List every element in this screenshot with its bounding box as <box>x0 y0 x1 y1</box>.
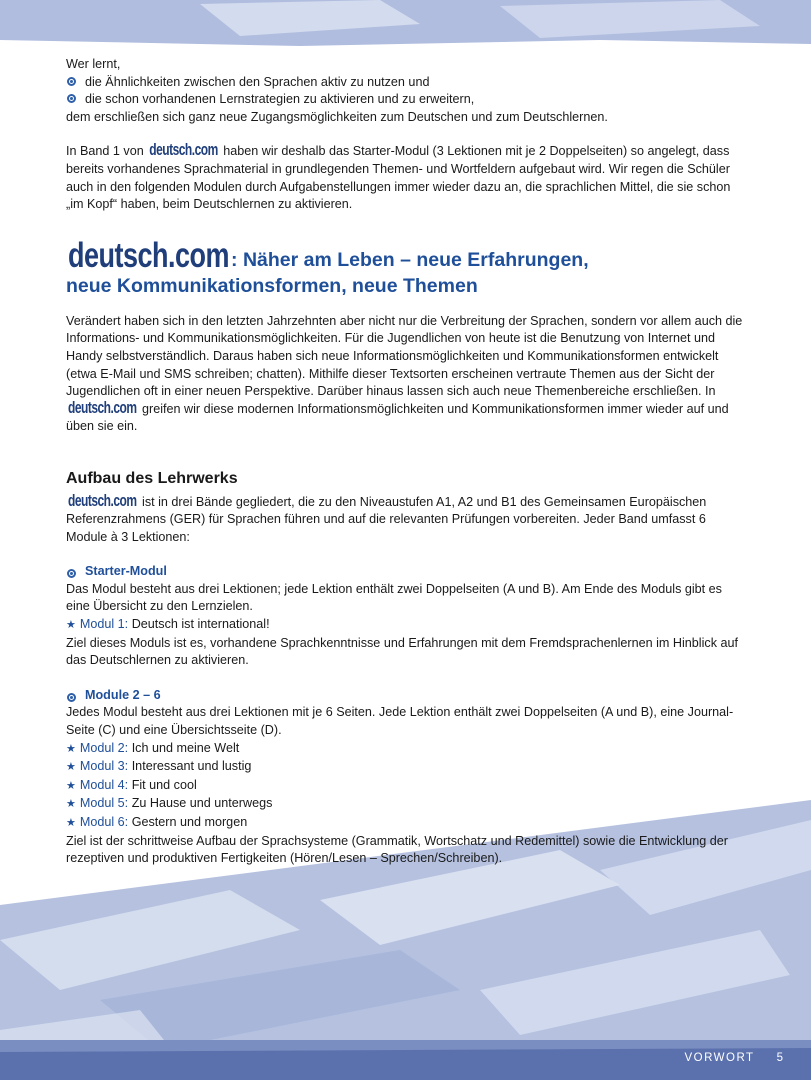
page-footer <box>0 1040 811 1080</box>
star-icon: ★ <box>66 798 76 811</box>
star-icon: ★ <box>66 761 76 774</box>
module-2-6-section <box>66 687 746 868</box>
modul-item: ★ Modul 5: Zu Hause und unterwegs <box>66 796 273 811</box>
modul-item: ★ Modul 3: Interessant und lustig <box>66 759 252 774</box>
section-heading-leben: deutsch.com : Näher am Leben – neue Erfahrungen, neue Kommunikationsformen, neue Themen <box>66 235 589 297</box>
page-number: 5 <box>776 1052 783 1064</box>
deutsch-com-logo: deutsch.com <box>68 490 137 510</box>
star-icon: ★ <box>66 619 76 632</box>
star-icon: ★ <box>66 742 76 755</box>
modul-item: ★ Modul 2: Ich und meine Welt <box>66 740 240 755</box>
modul-item: ★ Modul 6: Gestern und morgen <box>66 815 248 829</box>
page-content <box>66 56 746 868</box>
heading-aufbau: Aufbau des Lehrwerks <box>66 469 238 487</box>
intro-bullet: die Ähnlichkeiten zwischen den Sprachen aktiv zu nutzen und <box>66 74 746 92</box>
module-2-6-title: Module 2 – 6 <box>66 687 746 705</box>
band-paragraph: In Band 1 von deutsch.com haben wir deshalb das Starter-Modul (3 Lektionen mit je 2 Doppelseiten) so angelegt, dass bereits vorhandenes Sprachmaterial in grundlegenden Themen- und Wortfeldern aufgebaut wird. Wir regen die Schüler auch in den folgenden Modulen durch Aufgabenstellungen immer wieder dazu an, die sprachlichen Mittel, die sie schon „im Kopf“ haben, beim Deutschlernen zu aktivieren. <box>66 140 731 212</box>
module-2-6-ziel: Ziel ist der schrittweise Aufbau der Sprachsysteme (Grammatik, Wortschatz und Redemittel) sowie die Entwicklung der rezeptiven und produktiven Fertigkeiten (Hören/Lesen – Sprechen/Schreiben). <box>66 833 728 866</box>
leben-paragraph: Verändert haben sich in den letzten Jahrzehnten aber nicht nur die Verbreitung der Sprachen, sondern vor allem auch die Informations- und Kommunikationsmöglichkeiten. Für die Jugendlichen von heute ist die Benutzung von Internet und Handy selbstverständlich. Daraus haben sich neue Informationsmöglichkeiten und Kommunikationsformen entwickelt (etwa E-Mail und SMS schreiben; chatten). Mithilfe dieser Textsorten erscheinen vertraute Themen aus der Sicht der Jugendlichen oft in einer neuen Perspektive. Darüber hinaus lassen sich auch neue Themenbereiche erschließen. In deutsch.com greifen wir diese modernen Informationsmöglichkeiten und Kommunikationsformen immer wieder auf und üben sie ein. <box>66 313 743 434</box>
starter-section <box>66 563 746 670</box>
starter-title: Starter-Modul <box>66 563 746 581</box>
circle-bullet-icon <box>67 94 76 103</box>
intro-bullet: die schon vorhandenen Lernstrategien zu aktivieren und zu erweitern, <box>66 91 746 109</box>
modul-item: ★ Modul 1: Deutsch ist international! <box>66 617 270 632</box>
starter-text: Das Modul besteht aus drei Lektionen; jede Lektion enthält zwei Doppelseiten (A und B). Am Ende des Moduls gibt es eine Übersicht zu den Lernzielen. <box>66 581 722 614</box>
intro-line: Wer lernt, <box>66 57 121 71</box>
circle-bullet-icon <box>67 569 76 578</box>
star-icon: ★ <box>66 817 76 829</box>
circle-bullet-icon <box>67 77 76 86</box>
deutsch-com-logo: deutsch.com <box>149 140 218 160</box>
aufbau-paragraph: deutsch.com ist in drei Bände gegliedert, die zu den Niveaustufen A1, A2 und B1 des Gemeinsamen Europäischen Referenzrahmens (GER) für Sprachen führen und auf die relevanten Prüfungen vorbereiten. Jeder Band umfasst 6 Module à 3 Lektionen: <box>66 490 707 544</box>
circle-bullet-icon <box>67 693 76 702</box>
star-icon: ★ <box>66 779 76 792</box>
intro-conclusion: dem erschließen sich ganz neue Zugangsmöglichkeiten zum Deutschen und zum Deutschlernen. <box>66 109 608 124</box>
deutsch-com-logo: deutsch.com <box>68 235 230 275</box>
modul-item: ★ Modul 4: Fit und cool <box>66 777 197 792</box>
module-2-6-text: Jedes Modul besteht aus drei Lektionen mit je 6 Seiten. Jede Lektion enthält zwei Doppelseiten (A und B), eine Journal-Seite (C) und eine Übersichtsseite (D). <box>66 705 734 738</box>
footer-section-label: VORWORT <box>684 1052 755 1064</box>
starter-ziel: Ziel dieses Moduls ist es, vorhandene Sprachkenntnisse und Erfahrungen mit dem Fremdsprachenlernen im Hinblick auf das Deutschlernen zu aktivieren. <box>66 635 739 668</box>
deutsch-com-logo: deutsch.com <box>68 397 137 417</box>
